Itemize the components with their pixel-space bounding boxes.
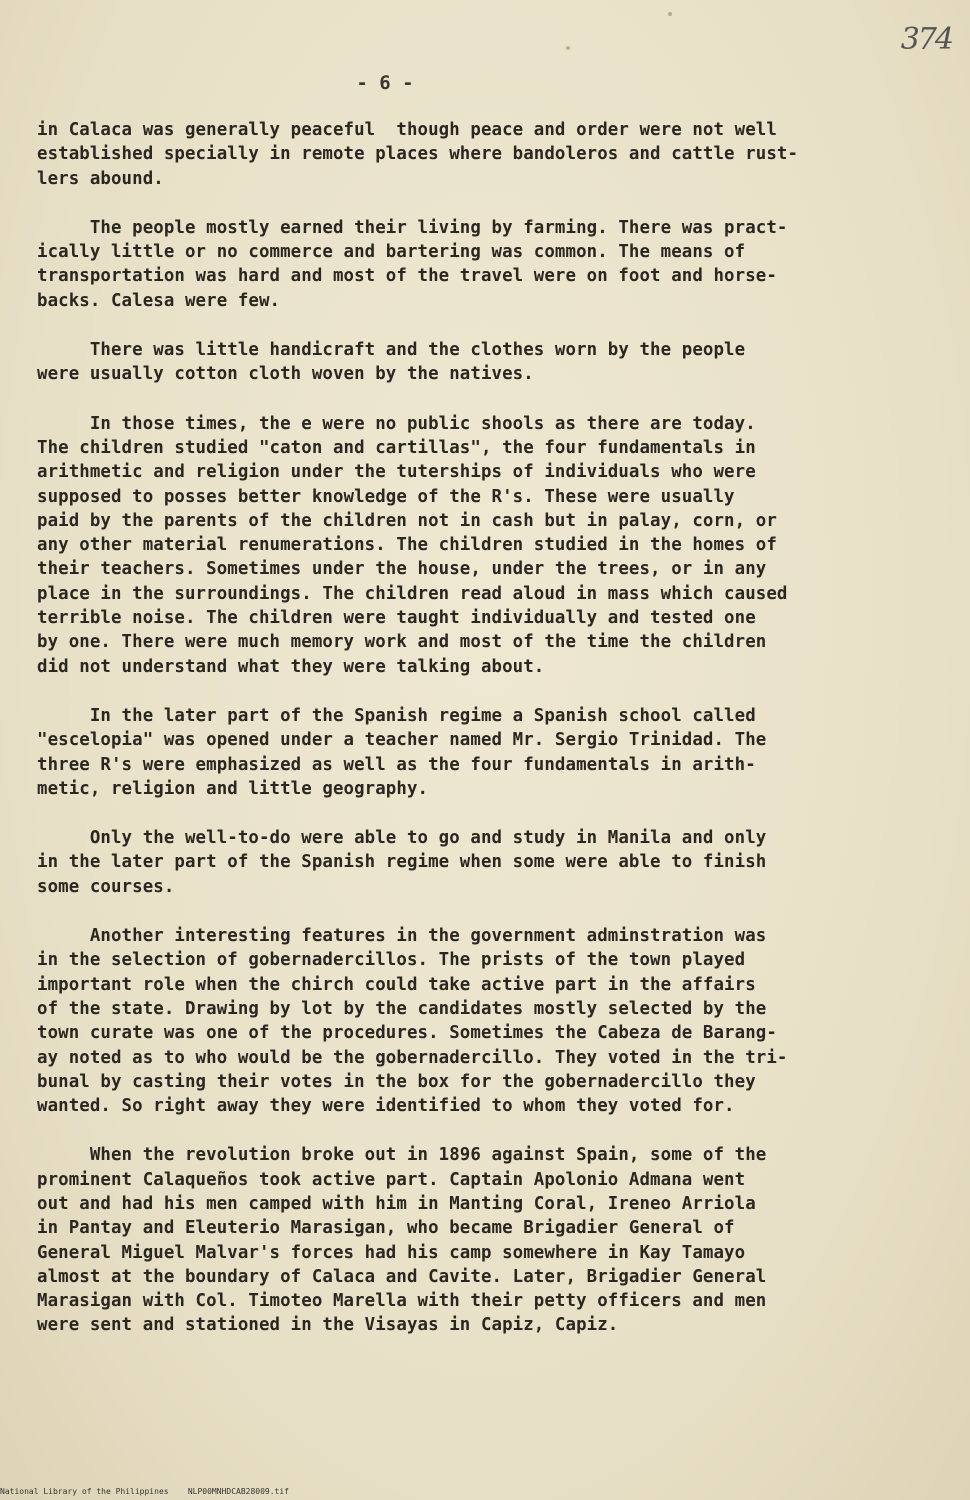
scan-footer: National Library of the Philippines NLP00MNHDCAB28009.tif (0, 1487, 289, 1496)
folio-number: 374 (900, 22, 952, 57)
paper-speck (566, 46, 570, 50)
paragraph: Only the well-to-do were able to go and study in Manila and only in the later part of the Spanish regime when some were able to finish some courses. (37, 828, 767, 897)
paragraph: In those times, the e were no public shools as there are today. The children studied "caton and cartillas", the four fundamentals in arithmetic and religion under the tuterships of individuals who were supposed to posses better knowledge of the R's. These were usually paid by the parents of the children not in cash but in palay, corn, or any other material renumerations. The children studied in the homes of their teachers. Sometimes under the house, under the trees, or in any place in the surroundings. The children read aloud in mass which caused terrible noise. The children were taught individually and tested one by one. There were much memory work and most of the time the children did not understand what they were talking about. (37, 413, 788, 677)
paragraph: The people mostly earned their living by farming. There was pract- ically little or no commerce and bartering was common. The means of transportation was hard and most of the travel were on foot and horse- backs. Calesa were few. (37, 217, 788, 311)
paragraph: There was little handicraft and the clothes worn by the people were usually cotton cloth woven by the natives. (37, 340, 746, 385)
paragraph: in Calaca was generally peaceful though peace and order were not well established specially in remote places where bandoleros and cattle rust- lers abound. (37, 120, 799, 189)
paragraph: Another interesting features in the government adminstration was in the selection of gobernadercillos. The prists of the town played important role when the chirch could take active part in the affairs of the state. Drawing by lot by the candidates mostly selected by the town curate was one of the procedures. Sometimes the Cabeza de Barang- ay noted as to who would be the gobernadercillo. They voted in the tri- bunal by casting their votes in the box for the gobernadercillo they wanted. So right away they were identified to whom they voted for. (37, 926, 788, 1117)
paper-speck (668, 12, 672, 16)
paragraph: In the later part of the Spanish regime a Spanish school called "escelopia" was opened under a teacher named Mr. Sergio Trinidad. The three R's were emphasized as well as the four fundamentals in arith- metic, religion and little geography. (37, 705, 767, 799)
document-body (37, 118, 917, 1338)
paragraph: When the revolution broke out in 1896 against Spain, some of the prominent Calaqueños took active part. Captain Apolonio Admana went out and had his men camped with him in Manting Coral, Ireneo Arriola in Pantay and Eleuterio Marasigan, who became Brigadier General of General Miguel Malvar's forces had his camp somewhere in Kay Tamayo almost at the boundary of Calaca and Cavite. Later, Brigadier General Marasigan with Col. Timoteo Marella with their petty officers and men were sent and stationed in the Visayas in Capiz, Capiz. (37, 1145, 767, 1336)
page-number: - 6 - (356, 72, 414, 94)
